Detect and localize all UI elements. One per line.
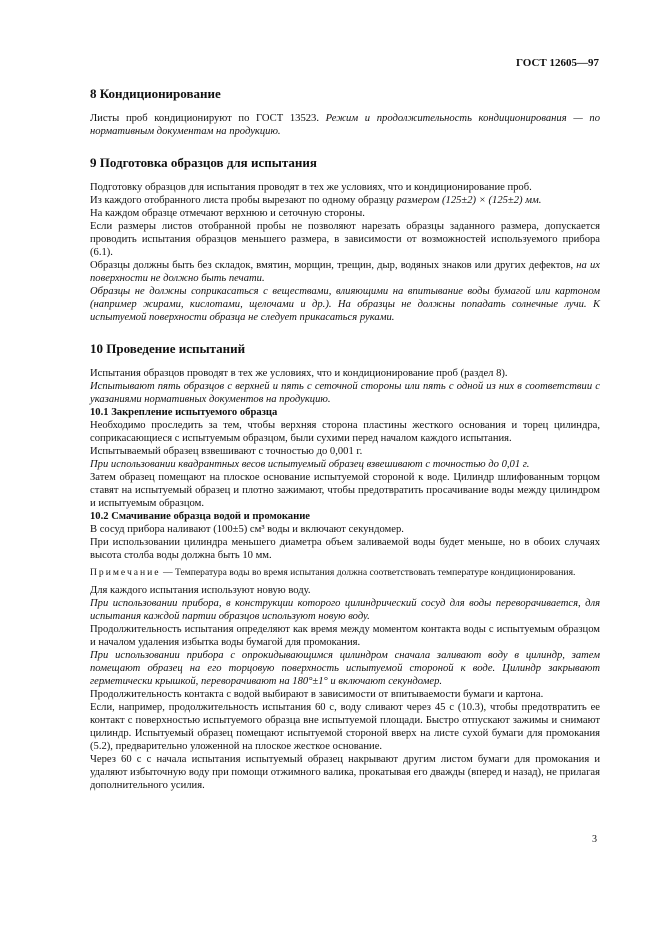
note — [90, 567, 600, 579]
s9-p1: Подготовку образцов для испытания проводят в тех же условиях, что и кондиционирование проб. — [90, 182, 532, 193]
s10-p11: Продолжительность испытания определяют как время между моментом контакта воды с испытуемым образцом и началом удаления избытка воды бумагой для промокания. — [90, 624, 600, 648]
s9-p5 — [90, 259, 600, 285]
s9-p2-italic: размером (125±2) × (125±2) мм. — [396, 195, 542, 206]
s10-p1: Испытания образцов проводят в тех же условиях, что и кондиционирование проб (раздел 8). — [90, 368, 508, 379]
s8-p1-text: Листы проб кондиционируют по ГОСТ 13523. — [90, 113, 326, 124]
s10-p14: Если, например, продолжительность испытания 60 с, воду сливают через 45 с (10.3), чтобы предотвратить ее контакт с поверхностью испытуемого образца вне испытуемой площади. Быстро отпускают зажимы и снимают цилиндр. Испытуемый образец помещают испытуемой стороной вверх на листе сухой бумаги для промокания (5.2), предварительно уложенной на плоское жесткое основание. — [90, 702, 600, 752]
subsection-10-2-title: 10.2 Смачивание образца водой и промокание — [90, 511, 311, 522]
note-text: — Температура воды во время испытания должна соответствовать температуре кондиционирования. — [160, 567, 576, 578]
s9-p4: Если размеры листов отобранной пробы не позволяют нарезать образцы заданного размера, допускается проводить испытания образцов меньшего размера, в зависимости от возможностей используемого прибора (6.1). — [90, 221, 600, 258]
subsection-10-1-title: 10.1 Закрепление испытуемого образца — [90, 407, 278, 418]
section-9-title: 9 Подготовка образцов для испытания — [90, 155, 317, 170]
s10-p5: При использовании квадрантных весов испытуемый образец взвешивают с точностью до 0,01 г. — [90, 459, 530, 470]
s8-p1-italic: Режим и продолжительность кондиционирования — по нормативным документам на продукцию. — [90, 113, 600, 137]
note-label: Примечание — [90, 567, 161, 578]
s9-p5-italic: на их поверхности не должно быть печати. — [90, 260, 601, 284]
page-number: 3 — [592, 834, 597, 845]
s9-p2 — [90, 194, 600, 207]
s10-p7: В сосуд прибора наливают (100±5) см³ воды и включают секундомер. — [90, 524, 404, 535]
s8-p1 — [90, 112, 600, 138]
s10-p8: При использовании цилиндра меньшего диаметра объем заливаемой воды будет меньше, но в обоих случаях высота столба воды должна быть 10 мм. — [90, 537, 600, 561]
s10-p15: Через 60 с с начала испытания испытуемый образец накрывают другим листом бумаги для промокания и удаляют избыточную воду при помощи отжимного валика, прокатывая его дважды (вперед и назад), не прилагая дополнительного усилия. — [90, 754, 600, 791]
standard-header: ГОСТ 12605—97 — [516, 57, 599, 69]
s10-p12: При использовании прибора с опрокидывающимся цилиндром сначала заливают воду в цилиндр, затем помещают образец на его торцовую поверхность испытуемой стороной к воде. Цилиндр закрывают герметически крышкой, переворачивают на 180°±1° и включают секундомер. — [90, 650, 600, 687]
s10-p10: При использовании прибора, в конструкции которого цилиндрический сосуд для воды переворачивается, для испытания каждой партии образцов используют новую воду. — [90, 598, 600, 622]
s10-p6: Затем образец помещают на плоское основание испытуемой стороной к воде. Цилиндр шлифованным торцом ставят на испытуемый образец и плотно зажимают, чтобы предотвратить просачивание воды между цилиндром и испытуемым образцом. — [90, 472, 600, 509]
page-content — [90, 82, 600, 792]
s9-p5-text: Образцы должны быть без складок, вмятин, морщин, трещин, дыр, водяных знаков или других дефектов, — [90, 260, 577, 271]
s10-p4: Испытываемый образец взвешивают с точностью до 0,001 г. — [90, 446, 363, 457]
section-10-title: 10 Проведение испытаний — [90, 341, 246, 356]
s10-p3: Необходимо проследить за тем, чтобы верхняя сторона пластины жесткого основания и торец цилиндра, соприкасающиеся с испытуемым образцом, были сухими перед началом каждого испытания. — [90, 420, 600, 444]
s10-p9: Для каждого испытания используют новую воду. — [90, 585, 311, 596]
section-8-title: 8 Кондиционирование — [90, 86, 221, 101]
s9-p6: Образцы не должны соприкасаться с веществами, влияющими на впитывание воды бумагой или картоном (например жирами, кислотами, щелочами и др.). На образцы не должны попадать солнечные лучи. К испытуемой поверхности образца не следует прикасаться руками. — [90, 286, 600, 323]
s10-p13: Продолжительность контакта с водой выбирают в зависимости от впитываемости бумаги и картона. — [90, 689, 544, 700]
s9-p2-text: Из каждого отобранного листа пробы вырезают по одному образцу — [90, 195, 397, 206]
s10-p2: Испытывают пять образцов с верхней и пять с сеточной стороны или пять с одной из них в соответствии с указаниями нормативных документов на продукцию. — [90, 381, 600, 405]
s9-p3: На каждом образце отмечают верхнюю и сеточную стороны. — [90, 208, 365, 219]
